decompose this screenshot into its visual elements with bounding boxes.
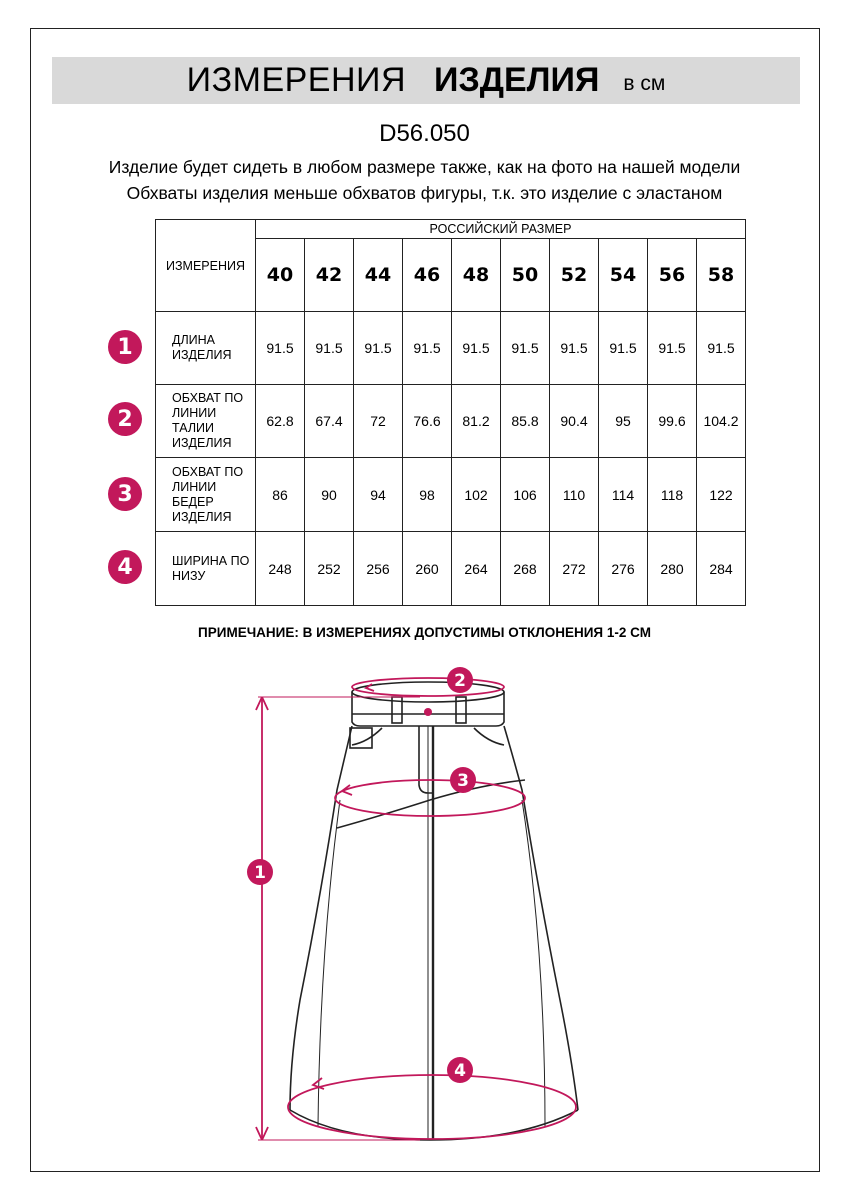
table-row xyxy=(156,458,746,532)
table-cell: 91.5 xyxy=(501,312,550,385)
table-cell: 280 xyxy=(648,532,697,606)
table-cell: 72 xyxy=(354,385,403,458)
size-cell: 58 xyxy=(697,239,746,312)
row-label-line: ОБХВАТ ПО xyxy=(172,391,244,405)
row-label-line: ИЗДЕЛИЯ xyxy=(172,348,232,362)
table-cell: 86 xyxy=(256,458,305,532)
row-label-line: ИЗДЕЛИЯ xyxy=(172,509,232,524)
table-cell: 276 xyxy=(599,532,648,606)
size-cell: 46 xyxy=(403,239,452,312)
table-cell: 67.4 xyxy=(305,385,354,458)
row-label-line: БЕДЕР xyxy=(172,494,214,509)
table-cell: 62.8 xyxy=(256,385,305,458)
table-cell: 90 xyxy=(305,458,354,532)
note-line-1: Изделие будет сидеть в любом размере также, как на фото на нашей модели xyxy=(108,157,741,177)
table-row xyxy=(156,385,746,458)
table-cell: 106 xyxy=(501,458,550,532)
table-cell: 91.5 xyxy=(452,312,501,385)
table-cell: 91.5 xyxy=(550,312,599,385)
table-cell: 284 xyxy=(697,532,746,606)
table-cell: 248 xyxy=(256,532,305,606)
diagram-marker-1: 1 xyxy=(254,863,266,883)
skirt-diagram xyxy=(0,650,849,1170)
size-cell: 56 xyxy=(648,239,697,312)
table-cell: 122 xyxy=(697,458,746,532)
table-cell: 91.5 xyxy=(648,312,697,385)
title-part-1: ИЗМЕРЕНИЯ xyxy=(186,61,407,99)
table-cell: 268 xyxy=(501,532,550,606)
table-cell: 91.5 xyxy=(354,312,403,385)
row-label xyxy=(156,385,256,458)
table-cell: 99.6 xyxy=(648,385,697,458)
table-cell: 102 xyxy=(452,458,501,532)
size-cell: 54 xyxy=(599,239,648,312)
table-cell: 94 xyxy=(354,458,403,532)
size-cell: 50 xyxy=(501,239,550,312)
footnote: ПРИМЕЧАНИЕ: В ИЗМЕРЕНИЯХ ДОПУСТИМЫ ОТКЛОНЕНИЯ 1-2 СМ xyxy=(198,625,651,640)
row-4-badge: 4 xyxy=(108,550,142,584)
row-1-badge: 1 xyxy=(108,330,142,364)
table-cell: 252 xyxy=(305,532,354,606)
table-row xyxy=(156,532,746,606)
row-label-line: ИЗДЕЛИЯ xyxy=(172,436,232,450)
table-cell: 95 xyxy=(599,385,648,458)
row-label xyxy=(156,312,256,385)
row-label-line: ДЛИНА xyxy=(172,333,216,347)
note-line-2: Обхваты изделия меньше обхватов фигуры, т.к. это изделие с эластаном xyxy=(126,183,723,203)
row-label xyxy=(156,532,256,606)
row-3-badge: 3 xyxy=(108,477,142,511)
row-label xyxy=(156,458,256,532)
table-cell: 91.5 xyxy=(697,312,746,385)
table-cell: 91.5 xyxy=(599,312,648,385)
row-2-badge: 2 xyxy=(108,402,142,436)
size-cell: 44 xyxy=(354,239,403,312)
table-cell: 98 xyxy=(403,458,452,532)
title-unit: в см xyxy=(623,71,666,95)
size-cell: 40 xyxy=(256,239,305,312)
size-cell: 48 xyxy=(452,239,501,312)
title-part-2: ИЗДЕЛИЯ xyxy=(434,61,600,99)
diagram-marker-3: 3 xyxy=(457,771,469,791)
table-cell: 81.2 xyxy=(452,385,501,458)
skirt-outline xyxy=(290,682,578,1140)
row-label-line: ЛИНИИ xyxy=(172,406,217,420)
table-row xyxy=(156,312,746,385)
table-cell: 91.5 xyxy=(403,312,452,385)
table-cell: 256 xyxy=(354,532,403,606)
table-cell: 85.8 xyxy=(501,385,550,458)
measure-lines xyxy=(256,678,576,1140)
table-cell: 76.6 xyxy=(403,385,452,458)
table-cell: 90.4 xyxy=(550,385,599,458)
row-label-line: ОБХВАТ ПО xyxy=(172,464,244,479)
table-cell: 91.5 xyxy=(256,312,305,385)
button-icon xyxy=(424,708,432,716)
table-cell: 110 xyxy=(550,458,599,532)
table-cell: 118 xyxy=(648,458,697,532)
row-label-line: ТАЛИИ xyxy=(172,421,215,435)
size-table xyxy=(155,219,746,606)
row-label-line: ШИРИНА ПО xyxy=(172,553,250,568)
model-code: D56.050 xyxy=(379,120,470,147)
table-cell: 264 xyxy=(452,532,501,606)
table-cell: 104.2 xyxy=(697,385,746,458)
row-label-line: НИЗУ xyxy=(172,568,206,583)
size-cell: 42 xyxy=(305,239,354,312)
table-cell: 114 xyxy=(599,458,648,532)
row-label-line: ЛИНИИ xyxy=(172,479,217,494)
measure-header: ИЗМЕРЕНИЯ xyxy=(156,220,256,312)
table-cell: 272 xyxy=(550,532,599,606)
size-cell: 52 xyxy=(550,239,599,312)
table-cell: 260 xyxy=(403,532,452,606)
diagram-marker-2: 2 xyxy=(454,671,466,691)
title-banner xyxy=(52,57,800,104)
diagram-badges xyxy=(247,667,476,1083)
diagram-marker-4: 4 xyxy=(454,1061,466,1081)
table-cell: 91.5 xyxy=(305,312,354,385)
size-header: РОССИЙСКИЙ РАЗМЕР xyxy=(256,220,746,239)
